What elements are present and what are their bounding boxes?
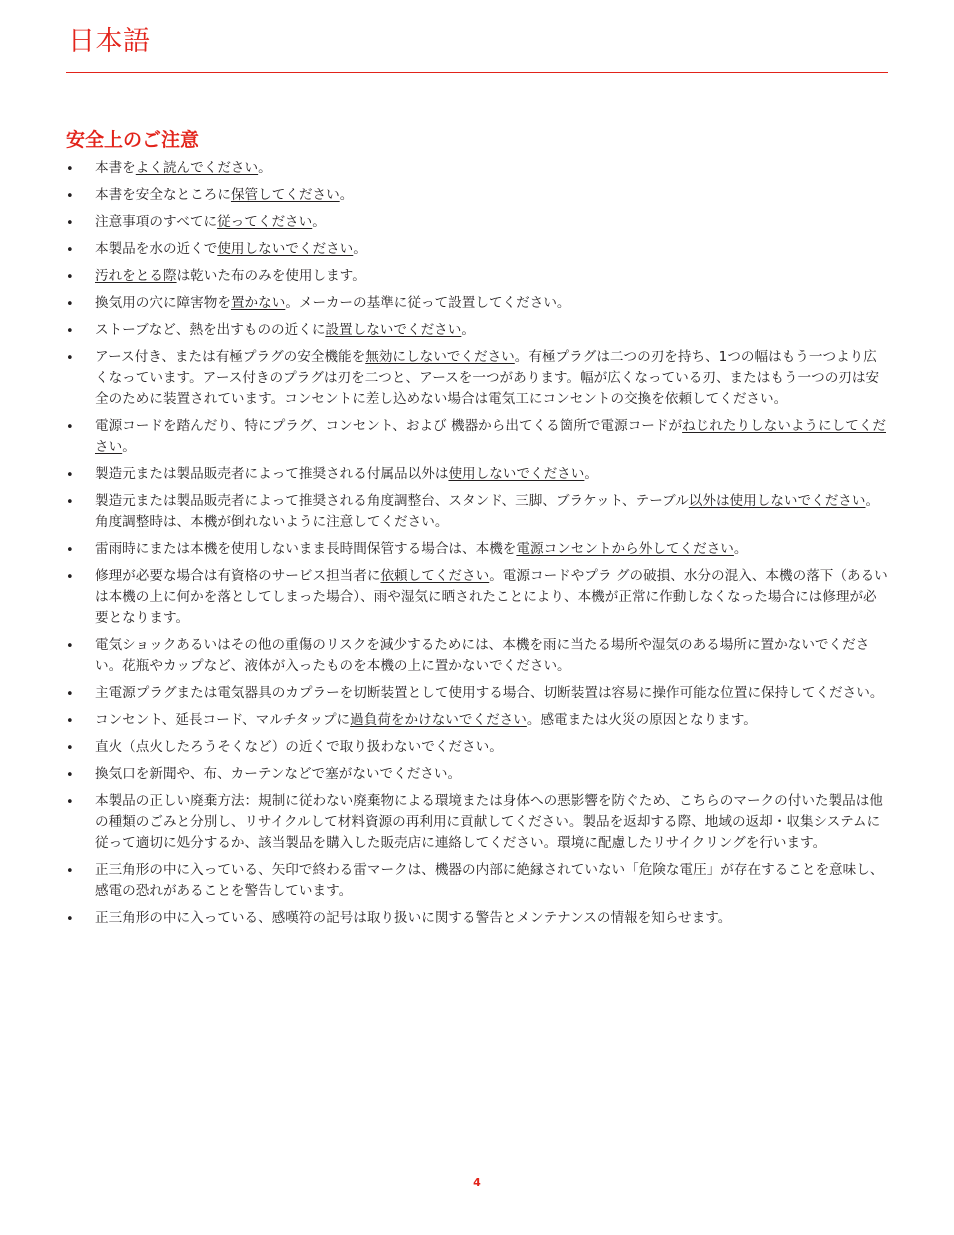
safety-item — [66, 491, 890, 533]
underlined-text: 過負荷をかけないでください — [350, 712, 527, 728]
bullet-icon: • — [66, 189, 74, 204]
item-text: 。有極プラグは二つの刃を持ち、1つの幅はもう一つより広くなっています。アース付きのプラグは刃を二つと、アースを一つがあります。幅が広くなっている刃、またはもう一つの刃は安全のために装置されています。コンセントに差し込めない場合は電気工にコンセントの交換を依頼してください。 — [95, 349, 880, 407]
bullet-icon: • — [66, 420, 74, 435]
underlined-text: ねじれたりしないようにしてください — [95, 418, 886, 455]
bullet-icon: • — [66, 324, 74, 339]
safety-item — [66, 416, 890, 458]
safety-item — [66, 539, 890, 560]
safety-item — [66, 683, 890, 704]
bullet-icon: • — [66, 297, 74, 312]
safety-item — [66, 464, 890, 485]
page-number: 4 — [473, 1176, 481, 1189]
bullet-icon: • — [66, 468, 74, 483]
bullet-icon: • — [66, 864, 74, 879]
title-divider — [66, 72, 888, 73]
bullet-icon: • — [66, 768, 74, 783]
safety-item — [66, 566, 890, 629]
item-text: 。 — [461, 322, 475, 338]
item-text: 本書を安全なところに — [95, 187, 231, 203]
item-text: 製造元または製品販売者によって推奨される付属品以外は — [95, 466, 449, 482]
safety-item — [66, 635, 890, 677]
bullet-icon: • — [66, 714, 74, 729]
safety-item — [66, 710, 890, 731]
underlined-text: 電源コンセントから外してください — [516, 541, 734, 557]
safety-item — [66, 791, 890, 854]
bullet-icon: • — [66, 270, 74, 285]
bullet-icon: • — [66, 495, 74, 510]
item-text: 本製品の正しい廃棄方法：規制に従わない廃棄物による環境または身体への悪影響を防ぐため、こちらのマークの付いた製品は他の種類のごみと分別し、リサイクルして材料資源の再利用に貢献してください。製品を返却する際、地域の返却・収集システムに従って適切に処分するか、該当製品を購入した販売店に連絡してください。環境に配慮したリサイクリングを行います。 — [95, 793, 883, 851]
underlined-text: 以外は使用しないでください — [688, 493, 866, 509]
item-text: は乾いた布のみを使用します。 — [176, 268, 366, 284]
underlined-text: 設置しないでください — [325, 322, 462, 338]
item-text: 本書を — [95, 160, 136, 176]
item-text: 。角度調整時は、本機が倒れないように注意してください。 — [95, 493, 880, 530]
safety-item — [66, 860, 890, 902]
safety-item — [66, 158, 890, 179]
underlined-text: 従ってください — [217, 214, 313, 230]
underlined-text: 保管してください — [230, 187, 340, 203]
item-text: 。 — [353, 241, 367, 257]
underlined-text: 汚れをとる際 — [95, 268, 177, 284]
bullet-icon: • — [66, 741, 74, 756]
item-text: 。 — [339, 187, 354, 203]
safety-instructions-list — [66, 158, 890, 935]
safety-item — [66, 764, 890, 785]
item-text: 電源コードを踏んだり、特にプラグ、コンセント、および 機器から出てくる箇所で電源コードが — [95, 418, 683, 434]
section-heading: 安全上のご注意 — [66, 129, 200, 151]
bullet-icon: • — [66, 795, 74, 810]
item-text: 。 — [258, 160, 272, 176]
item-text: 換気口を新聞や、布、カーテンなどで塞がないでください。 — [95, 766, 462, 782]
bullet-icon: • — [66, 351, 74, 366]
item-text: ストーブなど、熱を出すものの近くに — [95, 322, 326, 338]
safety-item — [66, 266, 890, 287]
language-title: 日本語 — [68, 26, 151, 57]
bullet-icon: • — [66, 687, 74, 702]
item-text: 修理が必要な場合は有資格のサービス担当者に — [95, 568, 381, 584]
item-text: 注意事項のすべてに — [95, 214, 218, 230]
item-text: 。 — [312, 214, 326, 230]
underlined-text: 置かない — [230, 295, 286, 311]
item-text: 。メーカーの基準に従って設置してください。 — [285, 295, 571, 311]
safety-item — [66, 737, 890, 758]
item-text: 雷雨時にまたは本機を使用しないまま長時間保管する場合は、本機を — [95, 541, 517, 557]
item-text: 正三角形の中に入っている、感嘆符の記号は取り扱いに関する警告とメンテナンスの情報を知らせます。 — [95, 910, 732, 926]
safety-item — [66, 239, 890, 260]
item-text: 本製品を水の近くで — [95, 241, 218, 257]
item-text: 正三角形の中に入っている、矢印で終わる雷マークは、機器の内部に絶縁されていない「危険な電圧」が存在することを意味し、感電の恐れがあることを警告しています。 — [95, 862, 884, 899]
item-text: 電気ショックあるいはその他の重傷のリスクを減少するためには、本機を雨に当たる場所や湿気のある場所に置かないでください。花瓶やカップなど、液体が入ったものを本機の上に置かないでください。 — [95, 637, 870, 674]
safety-item — [66, 212, 890, 233]
item-text: 。 — [584, 466, 598, 482]
safety-item — [66, 347, 890, 410]
safety-item — [66, 185, 890, 206]
item-text: 。 — [733, 541, 748, 557]
underlined-text: 無効にしないでください — [365, 349, 515, 365]
item-text: 。 — [122, 439, 136, 455]
underlined-text: 使用しないでください — [217, 241, 354, 257]
underlined-text: 依頼してください — [380, 568, 490, 584]
item-text: コンセント、延長コード、マルチタップに — [95, 712, 351, 728]
safety-item — [66, 908, 890, 929]
item-text: アース付き、または有極プラグの安全機能を — [95, 349, 366, 365]
item-text: 製造元または製品販売者によって推奨される角度調整台、スタンド、三脚、ブラケット、テーブル — [95, 493, 689, 509]
safety-item — [66, 293, 890, 314]
item-text: 。感電または火災の原因となります。 — [526, 712, 757, 728]
underlined-text: よく読んでください — [135, 160, 259, 176]
item-text: 直火（点火したろうそくなど）の近くで取り扱わないでください。 — [95, 739, 503, 755]
bullet-icon: • — [66, 216, 74, 231]
item-text: 換気用の穴に障害物を — [95, 295, 231, 311]
bullet-icon: • — [66, 162, 74, 177]
safety-item — [66, 320, 890, 341]
item-text: 主電源プラグまたは電気器具のカプラーを切断装置として使用する場合、切断装置は容易に操作可能な位置に保持してください。 — [95, 685, 884, 701]
bullet-icon: • — [66, 570, 74, 585]
bullet-icon: • — [66, 912, 74, 927]
bullet-icon: • — [66, 543, 74, 558]
bullet-icon: • — [66, 639, 74, 654]
bullet-icon: • — [66, 243, 74, 258]
item-text: 。電源コードやプラ グの破損、水分の混入、本機の落下（あるいは本機の上に何かを落としてしまった場合）、雨や湿気に晒されたことにより、本機が正常に作動しなくなった場合には修理が必要となります。 — [95, 568, 888, 626]
underlined-text: 使用しないでください — [448, 466, 585, 482]
